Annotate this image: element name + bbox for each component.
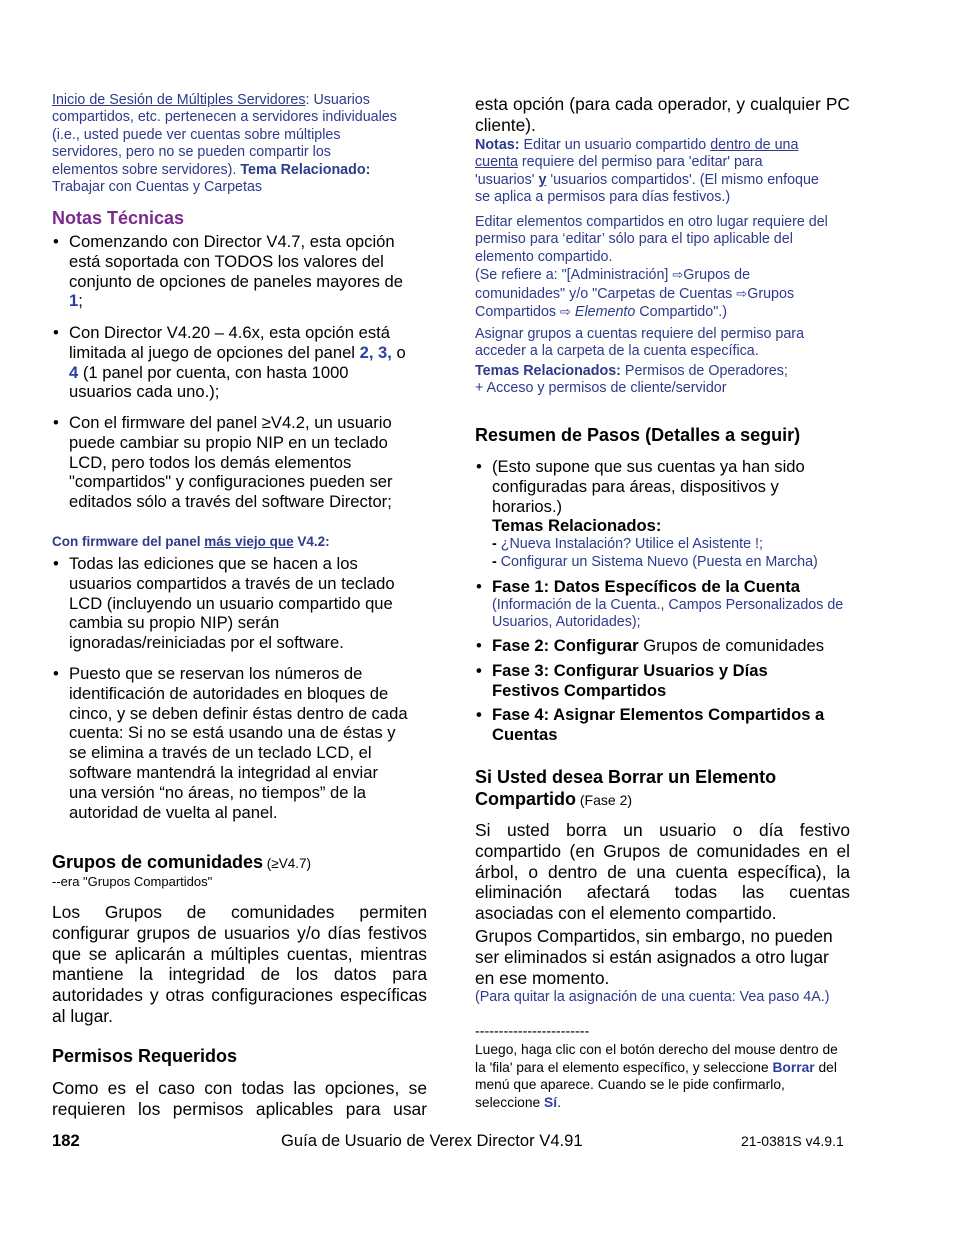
arrow-icon: ⇨ — [560, 304, 571, 320]
related-client-server-link[interactable]: + Acceso y permisos de cliente/servidor — [475, 380, 727, 397]
list-item: • Fase 1: Datos Específicos de la Cuenta (Información de la Cuenta., Campos Personalizados de Usuarios, Autoridades); — [475, 577, 845, 632]
tech-notes-heading: Notas Técnicas — [52, 208, 185, 228]
notes-related: Temas Relacionados: Permisos de Operadores; + Acceso y permisos de cliente/servidor — [475, 363, 830, 398]
phase-3 — [475, 661, 830, 701]
intro-note: Inicio de Sesión de Múltiples Servidores: Usuarios compartidos, etc. pertenecen a servidores individuales (i.e., usted puede ver cuentas sobre múltiples servidores, pero no se pueden compartir los elementos sobre servidores). Tema Relacionado: Trabajar con Cuentas y Carpetas — [52, 92, 397, 196]
phase-2 — [475, 636, 845, 656]
arrow-icon: ⇨ — [736, 285, 748, 301]
delete-heading: Si Usted desea Borrar un Elemento Compartido — [475, 767, 777, 809]
multi-server-link[interactable]: Inicio de Sesión de Múltiples Servidores — [52, 92, 306, 108]
doc-number: 21-0381S v4.9.1 — [741, 1133, 844, 1149]
setup-new-system-link[interactable]: Configurar un Sistema Nuevo (Puesta en Marcha) — [500, 553, 818, 570]
notes-assign-groups: Asignar grupos a cuentas requiere del permiso para acceder a la carpeta de la cuenta específica. — [475, 326, 805, 360]
tech-notes-list — [52, 232, 410, 311]
older-firmware-list-2 — [52, 664, 410, 822]
delete-paragraph-2: Grupos Compartidos, sin embargo, no pueden ser eliminados si están asignados a otro lugar en ese momento. — [475, 926, 833, 988]
footer-title: Guía de Usuario de Verex Director V4.91 — [281, 1131, 583, 1150]
arrow-icon: ⇨ — [672, 267, 684, 283]
separator: ------------------------ — [475, 1024, 590, 1040]
phase-1 — [475, 577, 845, 632]
groups-former-name: --era "Grupos Compartidos" — [52, 874, 213, 889]
groups-paragraph: Los Grupos de comunidades permiten configurar grupos de usuarios y/o días festivos que se aplicarán a múltiples cuentas, mientras mantiene la integridad de los datos para autoridades y otras configuraciones específicas al lugar. — [52, 902, 427, 1026]
related-operators-link[interactable]: Permisos de Operadores; — [620, 363, 788, 379]
permissions-heading: Permisos Requeridos — [52, 1046, 238, 1066]
confirm-yes[interactable]: Sí — [544, 1094, 558, 1110]
delete-instructions: Luego, haga clic con el botón derecho del mouse dentro de la 'fila' para el elemento específico, y seleccione Borrar del menú que aparece. Cuando se le pide confirmarlo, seleccione Sí. — [475, 1042, 838, 1110]
older-firmware-heading: Con firmware del panel más viejo que V4.2: — [52, 534, 330, 549]
list-item: • (Esto supone que sus cuentas ya han sido configuradas para áreas, dispositivos y horarios.) Temas Relacionados: - ¿Nueva Instalación? Utilice el Asistente !; - Configurar un Sistema Nuevo (Puesta en Marcha) — [475, 457, 830, 571]
groups-heading: Grupos de comunidades — [52, 852, 264, 872]
list-item: • Con el firmware del panel ≥V4.2, un usuario puede cambiar su propio NIP en un teclado LCD, pero todos los demás elementos "compartidos" y configuraciones pueden ser editados sólo a través del software Director; — [52, 413, 410, 512]
summary-list — [475, 457, 830, 571]
phase-4 — [475, 705, 845, 745]
notes-block: Notas: Editar un usuario compartido dentro de una cuenta requiere del permiso para 'editar' para 'usuarios' y 'usuarios compartidos'. (El mismo enfoque se aplica a permisos para días festivos.) — [475, 137, 819, 206]
delete-paragraph-1: Si usted borra un usuario o día festivo compartido (en Grupos de comunidades en el árbol, o dentro de una cuenta específica), la eliminación afectará todas las cuentas asociadas con el elemento compartido. — [475, 820, 850, 924]
new-install-link[interactable]: ¿Nueva Instalación? Utilice el Asistente !; — [500, 536, 763, 553]
older-firmware-list — [52, 554, 410, 653]
within-account-link[interactable]: dentro de una cuenta — [475, 137, 799, 171]
tech-notes-list-2 — [52, 323, 410, 402]
list-item: • Comenzando con Director V4.7, esta opción está soportada con TODOS los valores del conjunto de opciones de paneles mayores de 1; — [52, 232, 410, 311]
list-item: • Fase 4: Asignar Elementos Compartidos a Cuentas — [475, 705, 845, 745]
groups-heading-block: Grupos de comunidades (≥V4.7) — [52, 852, 311, 872]
page-number: 182 — [52, 1131, 80, 1150]
delete-menu-item[interactable]: Borrar — [772, 1059, 815, 1075]
tech-notes-list-3 — [52, 413, 410, 512]
list-item: • Puesto que se reservan los números de identificación de autoridades en bloques de cinco, y se deben definir éstas dentro de cada cuenta: Si no se está usando una de éstas y se elimina a través de un teclado LCD, el software mantendrá la integridad al enviar una versión “no áreas, no tiempos” de la autoridad de vuelta al panel. — [52, 664, 410, 822]
permissions-paragraph: Como es el caso con todas las opciones, se requieren los permisos aplicables para usar — [52, 1078, 427, 1119]
list-item: • Con Director V4.20 – 4.6x, esta opción está limitada al juego de opciones del panel 2, 3, o 4 (1 panel por cuenta, con hasta 1000 usuarios cada uno.); — [52, 323, 410, 402]
unassign-note: (Para quitar la asignación de una cuenta: Vea paso 4A.) — [475, 989, 830, 1005]
summary-heading: Resumen de Pasos (Detalles a seguir) — [475, 425, 801, 445]
list-item: • Fase 3: Configurar Usuarios y Días Festivos Compartidos — [475, 661, 830, 701]
delete-heading-block: Si Usted desea Borrar un Elemento Compartido (Fase 2) — [475, 767, 777, 809]
list-item: • Fase 2: Configurar Grupos de comunidades — [475, 636, 845, 656]
notes-edit-elsewhere: Editar elementos compartidos en otro lugar requiere del permiso para ‘editar’ sólo para el tipo aplicable del elemento compartido. (Se refiere a: "[Administración] ⇨Grupos de comunidades" y/o "Carpetas de Cuentas ⇨Grupos Compartidos ⇨ Elemento Compartido".) — [475, 214, 828, 321]
list-item: • Todas las ediciones que se hacen a los usuarios compartidos a través de un teclado LCD (incluyendo un usuario compartido que cambia su propio NIP) serán ignoradas/reiniciadas por el software. — [52, 554, 410, 653]
continued-paragraph: esta opción (para cada operador, y cualquier PC cliente). — [475, 94, 850, 135]
